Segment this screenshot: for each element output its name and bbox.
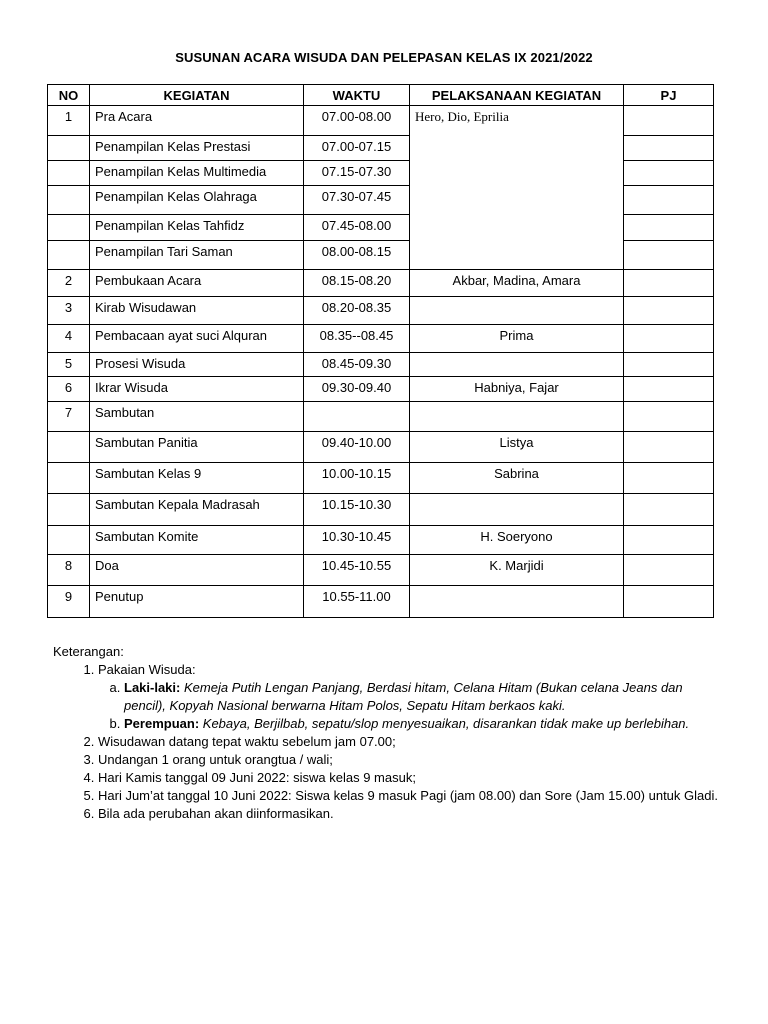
cell-no [48, 463, 90, 494]
cell-waktu: 07.15-07.30 [304, 161, 410, 186]
cell-waktu: 07.00-08.00 [304, 106, 410, 136]
note-item [98, 661, 723, 733]
cell-pj [624, 377, 714, 402]
table-row [48, 377, 714, 402]
cell-waktu: 10.30-10.45 [304, 526, 410, 555]
notes-section [53, 643, 723, 823]
cell-pelaksanaan: Sabrina [410, 463, 624, 494]
schedule-table [47, 84, 714, 618]
cell-pj [624, 526, 714, 555]
cell-kegiatan: Pembacaan ayat suci Alquran [90, 325, 304, 353]
note-item: 6. Bila ada perubahan akan diinformasikan. [98, 805, 723, 823]
notes-list [53, 661, 723, 823]
table-header-row [48, 85, 714, 106]
cell-no: 5 [48, 353, 90, 377]
note-item: 4. Hari Kamis tanggal 09 Juni 2022: siswa kelas 9 masuk; [98, 769, 723, 787]
cell-pelaksanaan: Habniya, Fajar [410, 377, 624, 402]
table-row [48, 432, 714, 463]
cell-no: 1 [48, 106, 90, 136]
cell-no: 8 [48, 555, 90, 586]
cell-kegiatan: Penampilan Kelas Tahfidz [90, 215, 304, 241]
cell-kegiatan: Prosesi Wisuda [90, 353, 304, 377]
table-row [48, 106, 714, 136]
cell-waktu: 08.00-08.15 [304, 241, 410, 270]
note-subitem: a. Laki-laki: Kemeja Putih Lengan Panjang, Berdasi hitam, Celana Hitam (Bukan celana Jeans dan pencil), Kopyah Nasional berwarna Hitam Polos, Sepatu Hitam berkaos kaki. [124, 679, 723, 715]
cell-no [48, 494, 90, 526]
cell-kegiatan: Penutup [90, 586, 304, 618]
cell-no: 7 [48, 402, 90, 432]
cell-kegiatan: Kirab Wisudawan [90, 297, 304, 325]
header-waktu: WAKTU [304, 85, 410, 106]
cell-pj [624, 215, 714, 241]
cell-pj [624, 325, 714, 353]
cell-pj [624, 241, 714, 270]
cell-pj [624, 463, 714, 494]
cell-kegiatan: Ikrar Wisuda [90, 377, 304, 402]
table-row [48, 463, 714, 494]
header-pj: PJ [624, 85, 714, 106]
cell-kegiatan: Sambutan Kelas 9 [90, 463, 304, 494]
table-row [48, 297, 714, 325]
cell-pj [624, 106, 714, 136]
notes-heading: Keterangan: [53, 644, 124, 659]
table-row [48, 325, 714, 353]
cell-kegiatan: Sambutan [90, 402, 304, 432]
cell-no: 9 [48, 586, 90, 618]
cell-no: 6 [48, 377, 90, 402]
cell-waktu [304, 402, 410, 432]
table-row [48, 402, 714, 432]
cell-pj [624, 136, 714, 161]
cell-pelaksanaan [410, 353, 624, 377]
table-row [48, 270, 714, 297]
cell-pelaksanaan: Akbar, Madina, Amara [410, 270, 624, 297]
cell-kegiatan: Pembukaan Acara [90, 270, 304, 297]
cell-pelaksanaan [410, 494, 624, 526]
cell-waktu: 08.20-08.35 [304, 297, 410, 325]
cell-no [48, 161, 90, 186]
cell-pelaksanaan: K. Marjidi [410, 555, 624, 586]
cell-waktu: 08.45-09.30 [304, 353, 410, 377]
cell-waktu: 07.30-07.45 [304, 186, 410, 215]
cell-waktu: 10.15-10.30 [304, 494, 410, 526]
cell-no [48, 136, 90, 161]
note-text: Kebaya, Berjilbab, sepatu/slop menyesuaikan, disarankan tidak make up berlebihan. [202, 716, 690, 731]
cell-waktu: 08.15-08.20 [304, 270, 410, 297]
cell-pj [624, 297, 714, 325]
cell-kegiatan: Sambutan Komite [90, 526, 304, 555]
cell-pelaksanaan: Hero, Dio, Eprilia [410, 106, 624, 270]
cell-pj [624, 402, 714, 432]
page-title: SUSUNAN ACARA WISUDA DAN PELEPASAN KELAS IX 2021/2022 [175, 50, 593, 65]
cell-kegiatan: Pra Acara [90, 106, 304, 136]
cell-pj [624, 186, 714, 215]
cell-pelaksanaan [410, 297, 624, 325]
cell-pelaksanaan: Prima [410, 325, 624, 353]
table-row [48, 526, 714, 555]
cell-waktu: 10.00-10.15 [304, 463, 410, 494]
header-no: NO [48, 85, 90, 106]
cell-waktu: 07.00-07.15 [304, 136, 410, 161]
cell-no [48, 186, 90, 215]
cell-no [48, 432, 90, 463]
cell-pj [624, 432, 714, 463]
cell-pj [624, 555, 714, 586]
cell-no [48, 215, 90, 241]
table-row [48, 555, 714, 586]
cell-pelaksanaan: Listya [410, 432, 624, 463]
note-item: 2. Wisudawan datang tepat waktu sebelum jam 07.00; [98, 733, 723, 751]
note-item: 3. Undangan 1 orang untuk orangtua / wali; [98, 751, 723, 769]
cell-kegiatan: Penampilan Kelas Prestasi [90, 136, 304, 161]
cell-pelaksanaan [410, 402, 624, 432]
cell-pelaksanaan [410, 586, 624, 618]
cell-waktu: 10.55-11.00 [304, 586, 410, 618]
cell-waktu: 07.45-08.00 [304, 215, 410, 241]
cell-waktu: 09.30-09.40 [304, 377, 410, 402]
note-subitem: b. Perempuan: Kebaya, Berjilbab, sepatu/slop menyesuaikan, disarankan tidak make up berlebihan. [124, 715, 723, 733]
cell-kegiatan: Penampilan Kelas Olahraga [90, 186, 304, 215]
cell-waktu: 08.35--08.45 [304, 325, 410, 353]
note-text: Kemeja Putih Lengan Panjang, Berdasi hitam, Celana Hitam (Bukan celana Jeans dan pencil), Kopyah Nasional berwarna Hitam Polos, Sepatu Hitam berkaos kaki. [124, 680, 683, 713]
cell-kegiatan: Sambutan Kepala Madrasah [90, 494, 304, 526]
cell-pelaksanaan: H. Soeryono [410, 526, 624, 555]
cell-kegiatan: Sambutan Panitia [90, 432, 304, 463]
note-label: Perempuan [124, 716, 195, 731]
cell-pj [624, 270, 714, 297]
cell-pj [624, 353, 714, 377]
note-label: Laki-laki [124, 680, 177, 695]
header-kegiatan: KEGIATAN [90, 85, 304, 106]
cell-pj [624, 161, 714, 186]
cell-pj [624, 586, 714, 618]
cell-no [48, 526, 90, 555]
cell-waktu: 09.40-10.00 [304, 432, 410, 463]
table-row [48, 586, 714, 618]
cell-no: 4 [48, 325, 90, 353]
cell-waktu: 10.45-10.55 [304, 555, 410, 586]
table-row [48, 353, 714, 377]
note-text: Pakaian Wisuda: [98, 662, 196, 677]
dress-code-list [98, 679, 723, 733]
header-pelaksanaan: PELAKSANAAN KEGIATAN [410, 85, 624, 106]
table-row [48, 494, 714, 526]
cell-kegiatan: Doa [90, 555, 304, 586]
cell-kegiatan: Penampilan Kelas Multimedia [90, 161, 304, 186]
cell-no: 2 [48, 270, 90, 297]
note-item: 5. Hari Jum’at tanggal 10 Juni 2022: Siswa kelas 9 masuk Pagi (jam 08.00) dan Sore (Jam 15.00) untuk Gladi. [98, 787, 723, 805]
cell-kegiatan: Penampilan Tari Saman [90, 241, 304, 270]
cell-no [48, 241, 90, 270]
cell-no: 3 [48, 297, 90, 325]
cell-pj [624, 494, 714, 526]
